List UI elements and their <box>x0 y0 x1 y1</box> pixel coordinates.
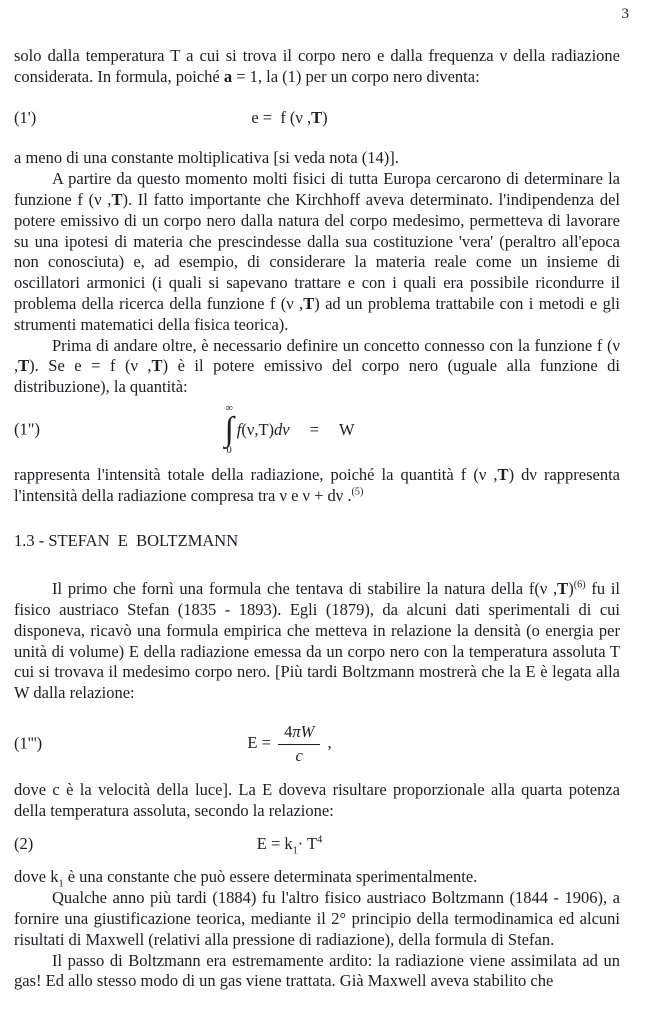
text-run-italic: πW <box>292 722 315 742</box>
text-run: fu il fisico austriaco Stefan (1835 - 1893). Egli (1879), da alcuni dati sperimentali di cui disponeva, ricavò una formula empirica che metteva in relazione la densità (o energia per unità di volume) E della radiazione emessa da un corpo nero con la temperatura assoluta T cui si trovava il medesimo corpo nero. [Più tardi Boltzmann mostrerà che la E è legata alla W dalla relazione: <box>14 579 621 703</box>
text-run-bold: T <box>497 464 509 484</box>
text-run: è una constante che può essere determinata sperimentalmente. <box>63 867 478 887</box>
paragraph-intro <box>14 46 620 88</box>
subscript: 1 <box>292 844 298 856</box>
text-run-bold: T <box>111 189 123 209</box>
fraction <box>278 723 320 765</box>
text-run-italic: f <box>236 420 242 439</box>
equation-integral <box>14 404 620 457</box>
footnote-ref-6: (6) <box>573 579 586 591</box>
text-run: Il passo di Boltzmann era estremamente ardito: la radiazione viene assimilata ad un gas! Ed allo stesso modo di un gas viene trattata. Già Maxwell aveva stabilito che <box>14 950 620 991</box>
text-run: E = k <box>256 833 293 853</box>
paragraph-prima <box>14 336 620 398</box>
text-run: a meno di una constante moltiplicativa [si veda nota (14)]. <box>14 148 399 168</box>
paragraph-qualche <box>14 888 620 950</box>
text-run-bold: T <box>151 356 163 376</box>
text-run: Il primo che fornì una formula che tentava di stabilire la natura della f(ν , <box>52 579 558 599</box>
equation-body <box>251 108 382 129</box>
equation-label: (2) <box>14 833 34 853</box>
paragraph-dove-k <box>14 867 620 888</box>
text-run: A partire da questo momento molti fisici di tutta Europa cercarono di determinare la funzione f (ν , <box>14 169 620 209</box>
integrand <box>237 420 290 441</box>
equation-fraction <box>14 723 620 765</box>
page-number: 3 <box>621 6 629 22</box>
text-run: ). Se e = f (ν , <box>29 356 152 376</box>
text-run: rappresenta l'intensità totale della radiazione, poiché la quantità f (ν , <box>14 464 498 484</box>
equation-rhs: W <box>338 420 355 439</box>
paragraph-rappresenta <box>14 465 620 507</box>
equation-2 <box>14 834 620 855</box>
text-run-bold: T <box>557 579 569 599</box>
equation-lhs: E = <box>247 732 276 752</box>
text-run-bold: T <box>18 356 30 376</box>
integral-stack <box>224 404 233 457</box>
text-run: dove c è la velocità della luce]. La E doveva risultare proporzionale alla quarta potenza della temperatura assoluta, secondo la relazione: <box>14 779 620 820</box>
text-run: Qualche anno più tardi (1884) fu l'altro fisico austriaco Boltzmann (1844 - 1906), a fornire una giustificazione teorica, mediante il 2° principio della termodinamica ed alcuni risultati di Maxwell (relativi alla pressione di radiazione), della formula di Stefan. <box>14 888 620 949</box>
equation-label: (1") <box>14 420 40 440</box>
text-run: dove k <box>14 867 59 887</box>
section-heading: 1.3 - STEFAN E BOLTZMANN <box>14 531 239 551</box>
paragraph-partire <box>14 169 620 335</box>
text-run: ) è il potere emissivo del corpo nero (uguale alla funzione di distribuzione), la quantità: <box>14 356 620 397</box>
integral-sign: ∫ <box>224 411 234 449</box>
subscript: 1 <box>58 878 64 890</box>
paragraph-nota <box>14 148 620 169</box>
text-run: solo dalla temperatura T a cui si trova il corpo nero e dalla frequenza ν della radiazione considerata. In formula, poiché <box>14 46 620 86</box>
paragraph-passo <box>14 951 620 993</box>
equation-label: (1''') <box>14 733 43 753</box>
text-run: · T <box>297 833 318 853</box>
equals-sign: = <box>309 420 319 439</box>
integral-lower-limit: 0 <box>226 445 232 457</box>
equation-1-prime <box>14 108 620 129</box>
text-run-italic: c <box>295 745 303 765</box>
text-run: = 1, la (1) per un corpo nero diventa: <box>232 66 480 86</box>
text-run-bold: T <box>303 293 315 313</box>
equation-body <box>247 723 386 765</box>
equation-label: (1') <box>14 107 37 127</box>
footnote-ref-5: (5) <box>351 486 364 498</box>
text-run: ) dν rappresenta l'intensità della radiazione compresa tra ν e ν + dν . <box>14 464 620 505</box>
page-content <box>14 0 620 992</box>
text-run-bold: T <box>311 107 323 127</box>
text-run: ) <box>568 579 574 599</box>
text-run-bold: a <box>223 66 233 86</box>
text-run: e = f (ν , <box>251 107 312 127</box>
paragraph-dove-c <box>14 780 620 822</box>
text-run: ). Il fatto importante che Kirchhoff aveva determinato. l'indipendenza del potere emissivo di un corpo nero dalla natura del corpo medesimo, permetteva di lavorare su una ipotesi di materia che prescindesse dalla sua costituzione 'vera' (peraltro all'epoca non conosciuta) e, ad esempio, di considerare la materia reale come un insieme di oscillatori armonici (i quali si sapevano trattare e con i quali era possibile ricondurre il problema della ricerca della funzione f (ν , <box>14 189 620 313</box>
text-run: ) <box>322 107 328 127</box>
equation-suffix: , <box>323 732 332 752</box>
fraction-numerator <box>278 723 320 743</box>
text-run-italic: dν <box>274 420 290 439</box>
equation-body <box>257 834 378 855</box>
text-run: (ν,T) <box>241 420 275 439</box>
text-run: 4 <box>284 722 293 742</box>
superscript: 4 <box>317 834 323 846</box>
integral-upper-limit: ∞ <box>225 402 233 414</box>
text-run: Prima di andare oltre, è necessario definire un concetto connesso con la funzione f (ν , <box>14 335 620 376</box>
equation-body <box>224 404 409 457</box>
fraction-denominator <box>278 744 320 765</box>
paragraph-primo <box>14 579 620 704</box>
text-run: ) ad un problema trattabile con i metodi e gli strumenti matematici della fisica teorica). <box>14 293 620 334</box>
